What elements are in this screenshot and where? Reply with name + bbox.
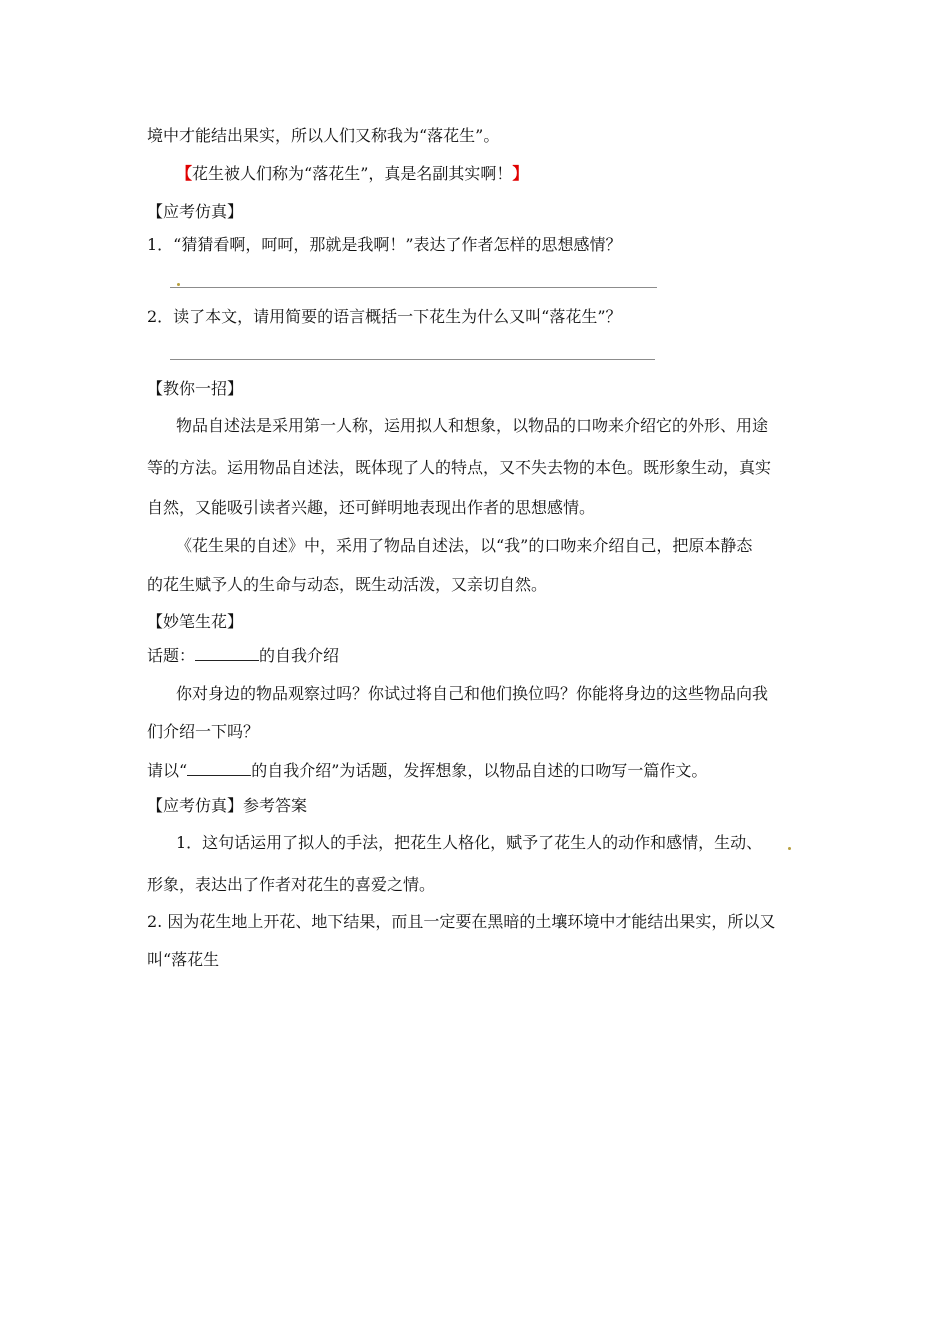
speck-mark bbox=[177, 283, 180, 286]
paragraph-line: 们介绍一下吗？ bbox=[147, 722, 260, 741]
paragraph-line: 《花生果的自述》中，采用了物品自述法，以“我”的口吻来介绍自己，把原本静态 bbox=[176, 536, 753, 555]
question-1: 1．“猜猜看啊，呵呵，那就是我啊！”表达了作者怎样的思想感情？ bbox=[147, 235, 622, 254]
section-heading: 【教你一招】 bbox=[147, 379, 244, 398]
speck-mark bbox=[788, 847, 791, 850]
task-line bbox=[147, 761, 707, 781]
text-line: 境中才能结出果实，所以人们又称我为“落花生”。 bbox=[147, 126, 500, 145]
answer-line: 形象，表达出了作者对花生的喜爱之情。 bbox=[147, 875, 436, 894]
highlight-line bbox=[176, 164, 528, 184]
answer-line-2 bbox=[170, 359, 655, 360]
task-suffix: 的自我介绍”为话题，发挥想象，以物品自述的口吻写一篇作文。 bbox=[251, 761, 708, 780]
paragraph-line: 自然，又能吸引读者兴趣，还可鲜明地表现出作者的思想感情。 bbox=[147, 498, 596, 517]
section-heading: 【应考仿真】 bbox=[147, 202, 244, 221]
red-bracket-open: 【 bbox=[176, 164, 193, 183]
paragraph-line: 的花生赋予人的生命与动态，既生动活泼，又亲切自然。 bbox=[147, 575, 548, 594]
topic-line bbox=[147, 646, 339, 666]
red-bracket-close: 】 bbox=[512, 164, 529, 183]
topic-prefix: 话题： bbox=[147, 646, 196, 665]
question-2: 2．读了本文，请用简要的语言概括一下花生为什么又叫“落花生”？ bbox=[147, 307, 622, 326]
answer-line: 叫“落花生 bbox=[147, 950, 220, 969]
answer-line: 1．这句话运用了拟人的手法，把花生人格化，赋予了花生人的动作和感情，生动、 bbox=[176, 833, 763, 852]
fill-blank bbox=[187, 761, 251, 776]
section-heading: 【妙笔生花】 bbox=[147, 612, 244, 631]
paragraph-line: 等的方法。运用物品自述法，既体现了人的特点，又不失去物的本色。既形象生动，真实 bbox=[147, 458, 772, 477]
fill-blank bbox=[195, 646, 259, 661]
answer-line-1 bbox=[170, 287, 657, 288]
task-prefix: 请以“ bbox=[147, 761, 188, 780]
highlight-text: 花生被人们称为“落花生”，真是名副其实啊！ bbox=[192, 164, 513, 183]
paragraph-line: 物品自述法是采用第一人称，运用拟人和想象，以物品的口吻来介绍它的外形、用途 bbox=[176, 416, 769, 435]
answer-line: 2. 因为花生地上开花、地下结果，而且一定要在黑暗的土壤环境中才能结出果实，所以又 bbox=[147, 912, 776, 931]
topic-suffix: 的自我介绍 bbox=[259, 646, 340, 665]
paragraph-line: 你对身边的物品观察过吗？你试过将自己和他们换位吗？你能将身边的这些物品向我 bbox=[176, 684, 769, 703]
section-heading: 【应考仿真】参考答案 bbox=[147, 796, 308, 815]
